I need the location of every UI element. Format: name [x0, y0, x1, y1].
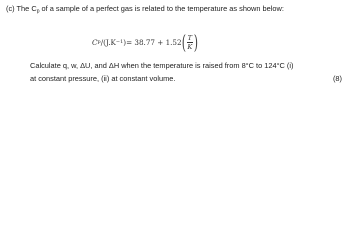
marks-label: (8) [332, 74, 342, 83]
question-intro [6, 4, 284, 17]
equation-lhs-close: ) [123, 37, 127, 47]
equation-unit-exponent: −1 [115, 39, 124, 45]
right-paren: ) [194, 30, 199, 54]
equation-rhs: = 38.77 + 1.52 [126, 37, 182, 47]
fraction-denominator: K [187, 42, 193, 51]
temperature-fraction [186, 34, 193, 51]
equation-lhs-unit: /(J.K [100, 37, 116, 47]
fraction-numerator: T [187, 33, 193, 42]
left-paren: ( [181, 30, 186, 54]
heat-capacity-equation [92, 28, 198, 56]
equation-lhs-subscript: p [97, 39, 101, 45]
equation-lhs-symbol: C [92, 37, 98, 47]
intro-text-end: of a sample of a perfect gas is related to the temperature as shown below: [39, 4, 284, 13]
cp-subscript: p [36, 8, 40, 15]
part-label: (c) [6, 4, 15, 13]
calculation-line-1: Calculate q, w, ΔU, and ΔH when the temperature is raised from 8°C to 124°C (i) [30, 61, 294, 70]
intro-text-start: The C [16, 4, 37, 13]
calculation-line-2: at constant pressure, (ii) at constant volume. [30, 74, 176, 83]
